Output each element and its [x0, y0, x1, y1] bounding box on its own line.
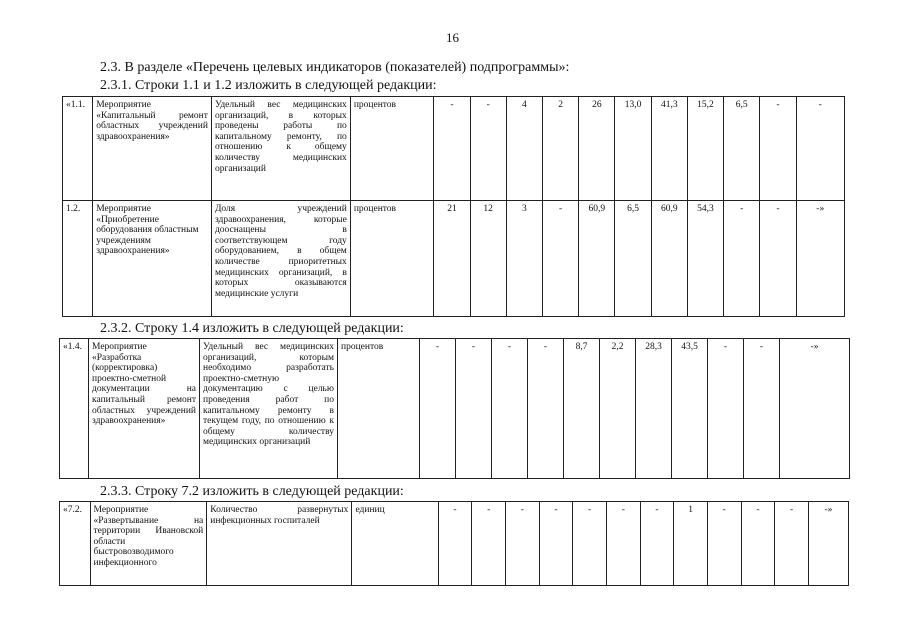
value-cell: - [573, 502, 607, 586]
unit-cell: единиц [352, 502, 438, 586]
value-cell: 8,7 [564, 339, 600, 479]
table-row [63, 97, 845, 201]
value-cell: 21 [434, 201, 470, 317]
value-cell: - [796, 97, 844, 201]
indicator-cell: Доля учреждений здравоохранения, которые дооснащены в соответствующем году оборудованием, в общем количестве приоритетных медицинских организаций, в которых оказываются медицинские услуги [211, 201, 350, 317]
value-cell: 15,2 [687, 97, 723, 201]
value-cell: 12 [470, 201, 506, 317]
value-cell: - [420, 339, 456, 479]
value-cell: - [760, 97, 796, 201]
event-cell: Мероприятие «Капитальный ремонт областных учреждений здравоохранения» [93, 97, 212, 201]
value-cell: 41,3 [651, 97, 687, 201]
value-cell: 6,5 [724, 97, 760, 201]
value-cell: -» [780, 339, 850, 479]
value-cell: 43,5 [672, 339, 708, 479]
subsection-heading-2: 2.3.2. Строку 1.4 изложить в следующей редакции: [100, 321, 404, 336]
indicators-table-2 [59, 338, 850, 479]
value-cell: 1 [674, 502, 708, 586]
value-cell: - [744, 339, 780, 479]
value-cell: 60,9 [651, 201, 687, 317]
event-cell: Мероприятие «Приобретение оборудования областным учреждениям здравоохранения» [93, 201, 212, 317]
value-cell: 28,3 [636, 339, 672, 479]
value-cell: - [724, 201, 760, 317]
row-number: «1.1. [63, 97, 93, 201]
subsection-heading-3: 2.3.3. Строку 7.2 изложить в следующей редакции: [100, 484, 404, 499]
value-cell: 54,3 [687, 201, 723, 317]
indicator-cell: Удельный вес медицинских организаций, которым необходимо разработать проектно-сметную документацию с целью проведения работ по капитальному ремонту в текущем году, по отношению к общему количеству медицинских организаций [200, 339, 338, 479]
value-cell: 6,5 [615, 201, 651, 317]
value-cell: - [606, 502, 640, 586]
value-cell: 2 [543, 97, 579, 201]
value-cell: - [707, 502, 741, 586]
row-number: 1.2. [63, 201, 93, 317]
table-row [63, 201, 845, 317]
value-cell: 2,2 [600, 339, 636, 479]
value-cell: - [472, 502, 506, 586]
subsection-heading-1: 2.3.1. Строки 1.1 и 1.2 изложить в следующей редакции: [100, 78, 437, 93]
indicators-table-3 [59, 501, 849, 586]
value-cell: - [506, 502, 540, 586]
value-cell: - [434, 97, 470, 201]
indicators-table-1 [62, 96, 845, 317]
value-cell: - [438, 502, 472, 586]
value-cell: 60,9 [579, 201, 615, 317]
value-cell: 4 [506, 97, 542, 201]
value-cell: - [539, 502, 573, 586]
table-row [60, 502, 849, 586]
value-cell: - [741, 502, 775, 586]
value-cell: - [528, 339, 564, 479]
value-cell: - [640, 502, 674, 586]
event-cell: Мероприятие «Развертывание на территории Ивановской области быстровозводимого инфекционного [90, 502, 207, 586]
page-number: 16 [446, 30, 459, 45]
unit-cell: процентов [350, 201, 434, 317]
value-cell: - [456, 339, 492, 479]
value-cell: 3 [506, 201, 542, 317]
value-cell: -» [808, 502, 848, 586]
value-cell: - [760, 201, 796, 317]
unit-cell: процентов [350, 97, 434, 201]
value-cell: - [543, 201, 579, 317]
value-cell: 26 [579, 97, 615, 201]
value-cell: -» [796, 201, 844, 317]
row-number: «7.2. [60, 502, 91, 586]
indicator-cell: Количество развернутых инфекционных госпиталей [207, 502, 352, 586]
value-cell: - [470, 97, 506, 201]
row-number: «1.4. [60, 339, 89, 479]
unit-cell: процентов [338, 339, 420, 479]
section-heading: 2.3. В разделе «Перечень целевых индикаторов (показателей) подпрограммы»: [100, 60, 570, 75]
table-row [60, 339, 850, 479]
event-cell: Мероприятие «Разработка (корректировка) проектно-сметной документации на капитальный ремонт областных учреждений здравоохранения» [89, 339, 200, 479]
indicator-cell: Удельный вес медицинских организаций, в которых проведены работы по капитальному ремонту, по отношению к общему количеству медицинских организаций [211, 97, 350, 201]
value-cell: - [775, 502, 809, 586]
value-cell: - [492, 339, 528, 479]
value-cell: 13,0 [615, 97, 651, 201]
value-cell: - [708, 339, 744, 479]
